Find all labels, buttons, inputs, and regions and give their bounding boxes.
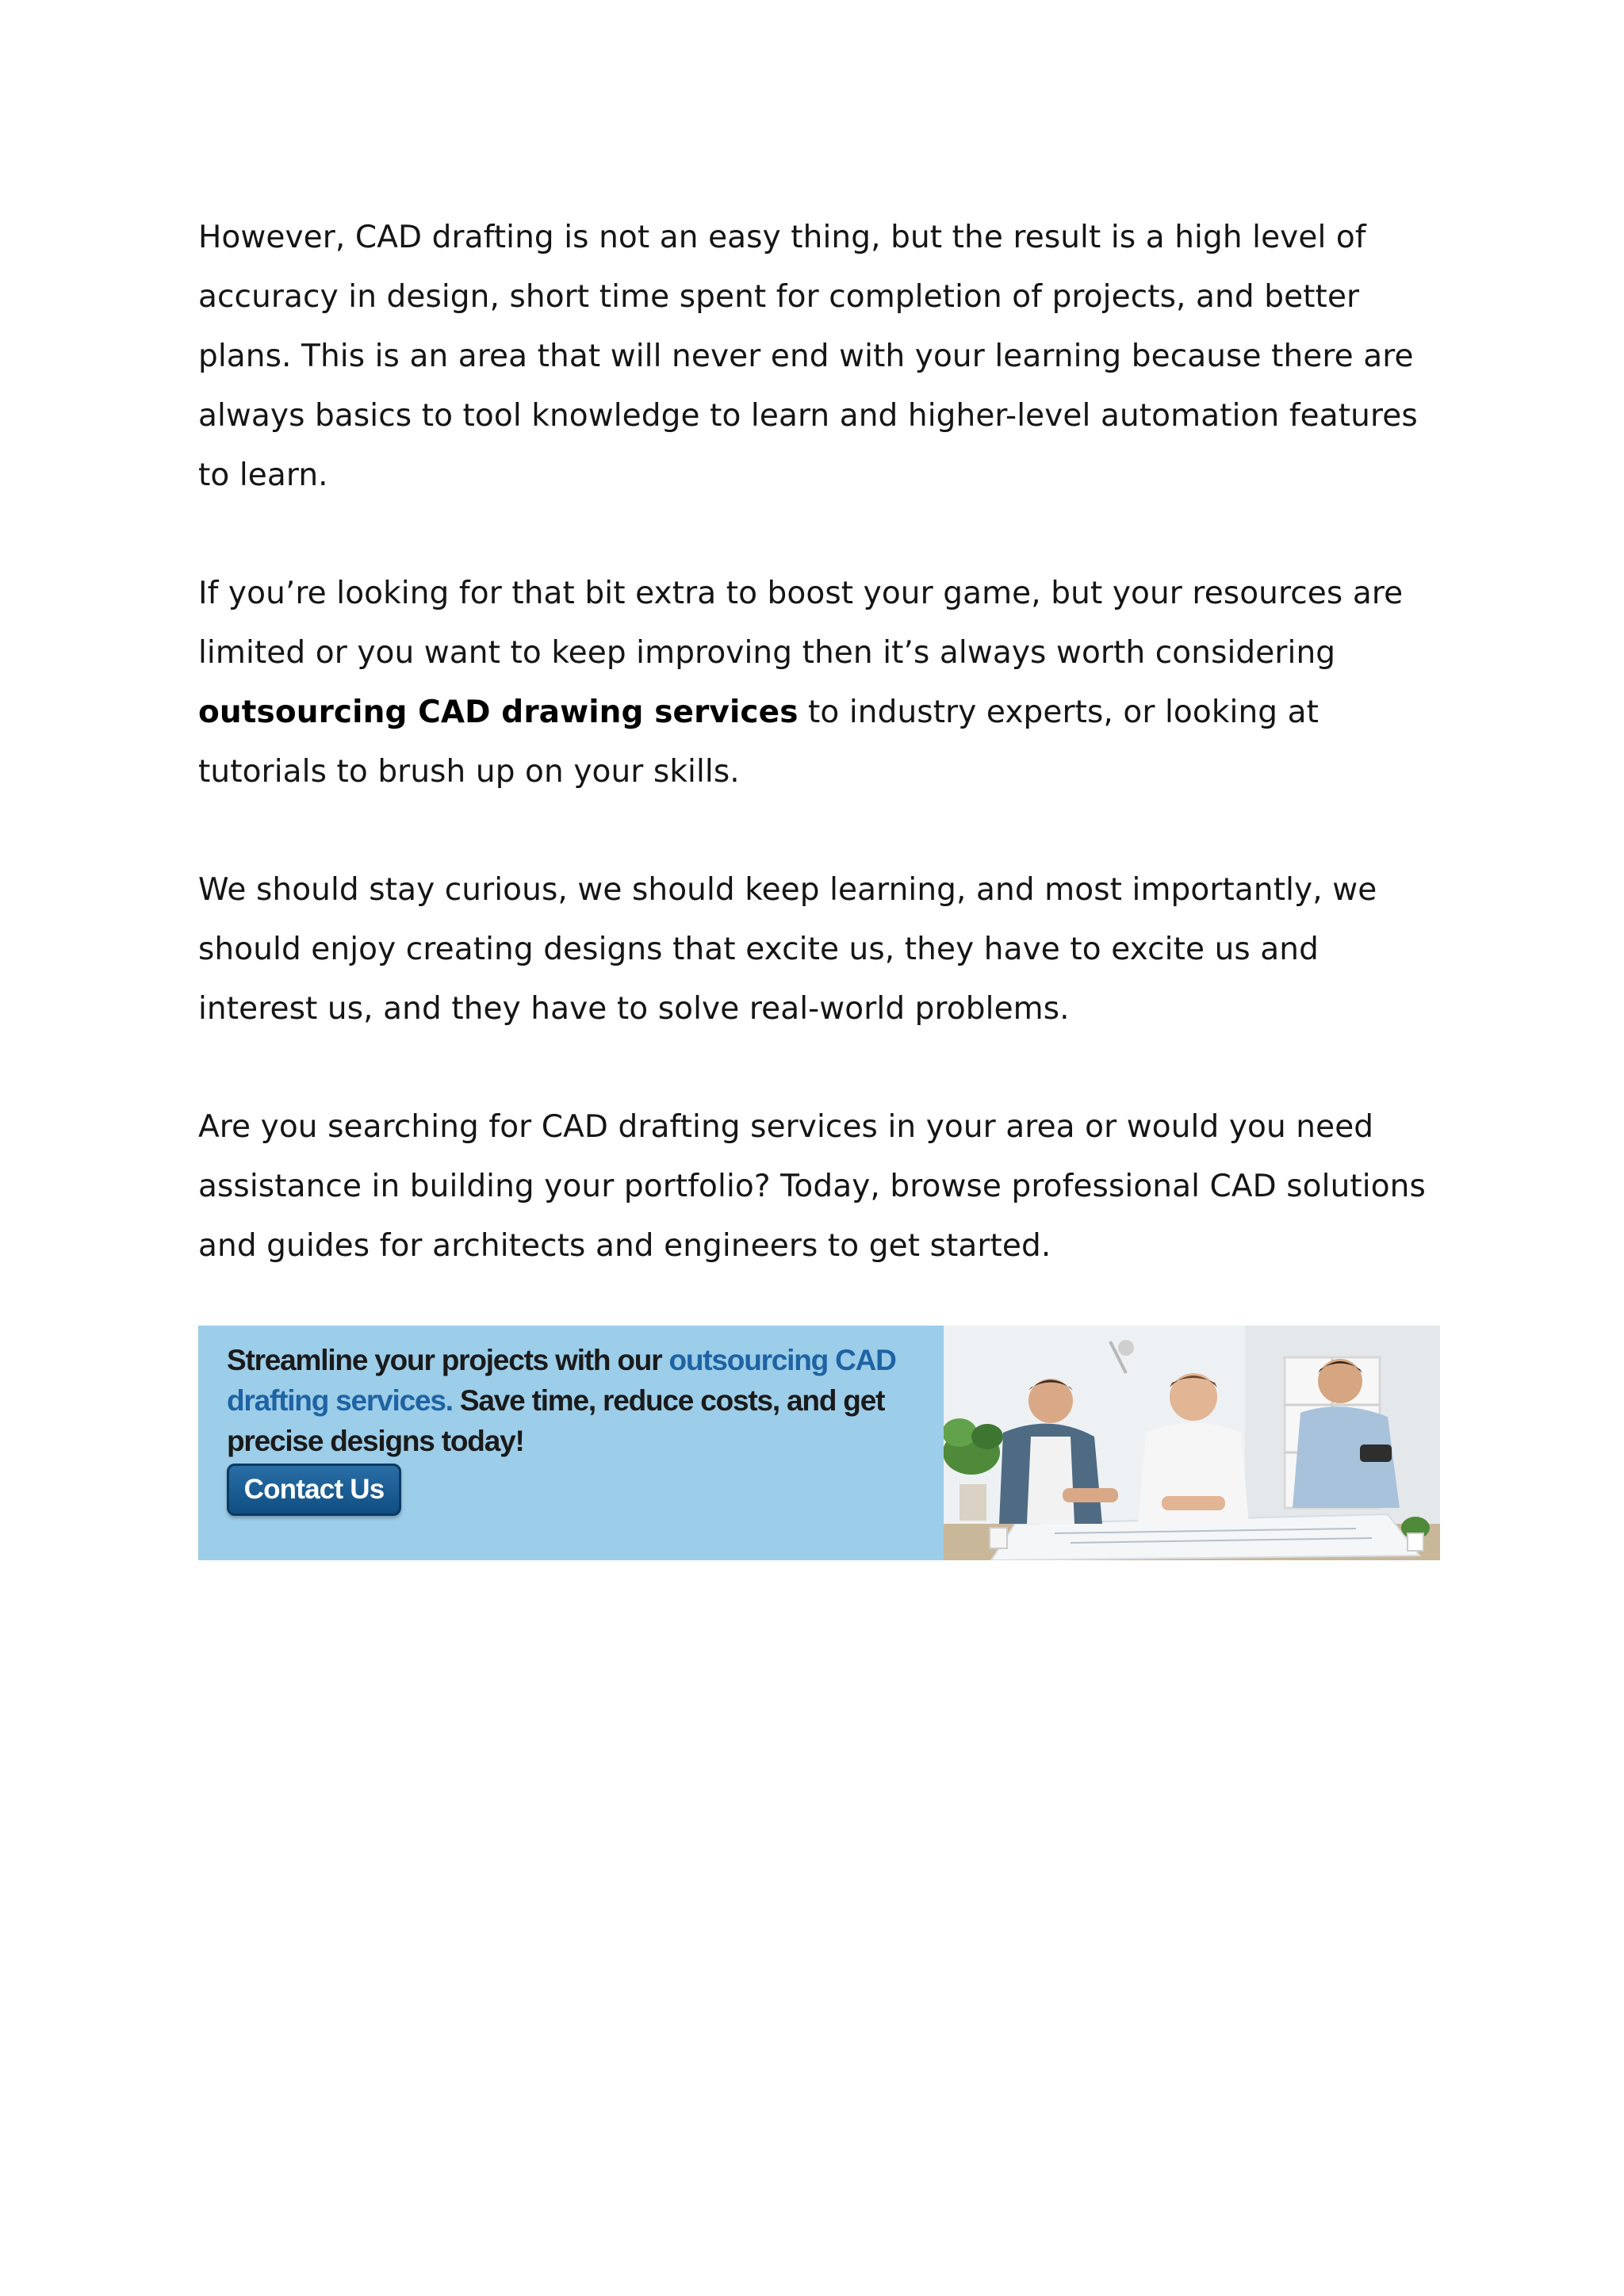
- banner-text-start: Streamline your projects with our: [227, 1344, 669, 1376]
- banner-team-photo: [944, 1326, 1440, 1560]
- banner-text: [227, 1340, 909, 1461]
- team-photo-illustration: [944, 1326, 1440, 1560]
- contact-us-button[interactable]: Contact Us: [227, 1464, 401, 1516]
- outsourcing-link[interactable]: outsourcing CAD drawing services: [198, 695, 799, 730]
- paragraph-cad-drafting-difficulty: However, CAD drafting is not an easy thing, but the result is a high level of accuracy in design, short time spent for completion of projects, and better plans. This is an area that will never end with your learning because there are always basics to tool knowledge to learn and higher-level automation features to learn.: [198, 220, 1418, 493]
- promo-banner[interactable]: [198, 1326, 1440, 1560]
- paragraph-outsourcing-before: If you’re looking for that bit extra to boost your game, but your resources are limited or you want to keep improving then it’s always worth considering: [198, 576, 1404, 671]
- paragraph-outsourcing-after: to industry experts, or looking at tutorials to brush up on your skills.: [198, 695, 1320, 790]
- banner-highlight: outsourcing CAD drafting services.: [227, 1344, 896, 1417]
- paragraph-searching-services: Are you searching for CAD drafting services in your area or would you need assistance in building your portfolio? Today, browse professional CAD solutions and guides for architects and engineers to get started.: [198, 1109, 1426, 1264]
- banner-text-end: Save time, reduce costs, and get precise designs today!: [227, 1384, 885, 1457]
- paragraph-outsourcing: [198, 564, 1443, 802]
- paragraph-stay-curious: We should stay curious, we should keep learning, and most importantly, we should enjoy creating designs that excite us, they have to excite us and interest us, and they have to solve real-world problems.: [198, 872, 1377, 1027]
- article-body: [198, 208, 1443, 1334]
